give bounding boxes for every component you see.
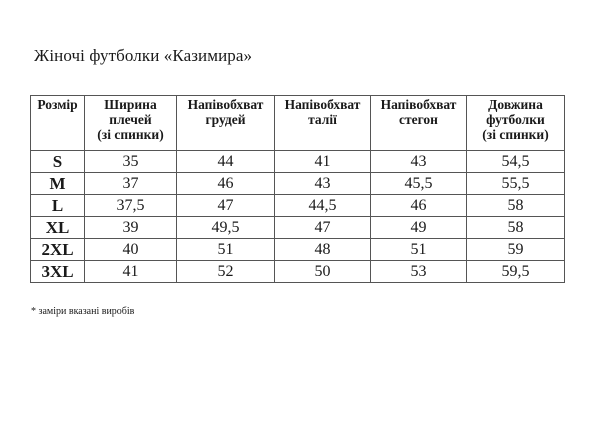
header-line: (зі спинки) [97,127,164,142]
table-cell: 58 [467,217,565,239]
table-row [31,151,565,173]
table-cell: 41 [275,151,371,173]
size-cell: M [31,173,85,195]
table-cell: 44,5 [275,195,371,217]
size-cell: XL [31,217,85,239]
table-row [31,173,565,195]
size-cell: 3XL [31,261,85,283]
table-cell: 47 [275,217,371,239]
table-cell: 48 [275,239,371,261]
header-shoulder-width [85,96,177,151]
header-half-hips [371,96,467,151]
size-cell: S [31,151,85,173]
table-cell: 43 [371,151,467,173]
header-line: футболки [486,112,545,127]
table-cell: 35 [85,151,177,173]
header-half-waist [275,96,371,151]
size-table [30,95,565,283]
size-cell: 2XL [31,239,85,261]
table-cell: 37,5 [85,195,177,217]
table-cell: 44 [177,151,275,173]
table-cell: 58 [467,195,565,217]
table-cell: 59,5 [467,261,565,283]
header-size [31,96,85,151]
table-row [31,217,565,239]
table-row [31,261,565,283]
table-cell: 49,5 [177,217,275,239]
table-header-row [31,96,565,151]
table-cell: 39 [85,217,177,239]
table-cell: 43 [275,173,371,195]
size-cell: L [31,195,85,217]
table-cell: 53 [371,261,467,283]
header-line: Напівобхват [187,97,264,112]
table-cell: 40 [85,239,177,261]
header-line: (зі спинки) [482,127,549,142]
table-cell: 49 [371,217,467,239]
table-cell: 50 [275,261,371,283]
header-line: грудей [205,112,246,127]
table-cell: 59 [467,239,565,261]
document-title: Жіночі футболки «Казимира» [34,46,253,65]
header-line: Ширина [104,97,157,112]
table-row [31,195,565,217]
table-cell: 51 [177,239,275,261]
table-cell: 41 [85,261,177,283]
header-line: плечей [109,112,152,127]
table-cell: 52 [177,261,275,283]
table-cell: 54,5 [467,151,565,173]
header-line: Довжина [488,97,543,112]
table-cell: 37 [85,173,177,195]
header-line: Розмір [37,97,78,112]
header-line: Напівобхват [284,97,361,112]
table-cell: 55,5 [467,173,565,195]
header-tshirt-length [467,96,565,151]
table-cell: 46 [177,173,275,195]
header-line: Напівобхват [380,97,457,112]
table-row [31,239,565,261]
table-cell: 51 [371,239,467,261]
header-line: стегон [399,112,438,127]
header-half-chest [177,96,275,151]
table-cell: 47 [177,195,275,217]
footnote: * заміри вказані виробів [31,306,135,317]
table-cell: 45,5 [371,173,467,195]
table-cell: 46 [371,195,467,217]
header-line: талії [308,112,337,127]
